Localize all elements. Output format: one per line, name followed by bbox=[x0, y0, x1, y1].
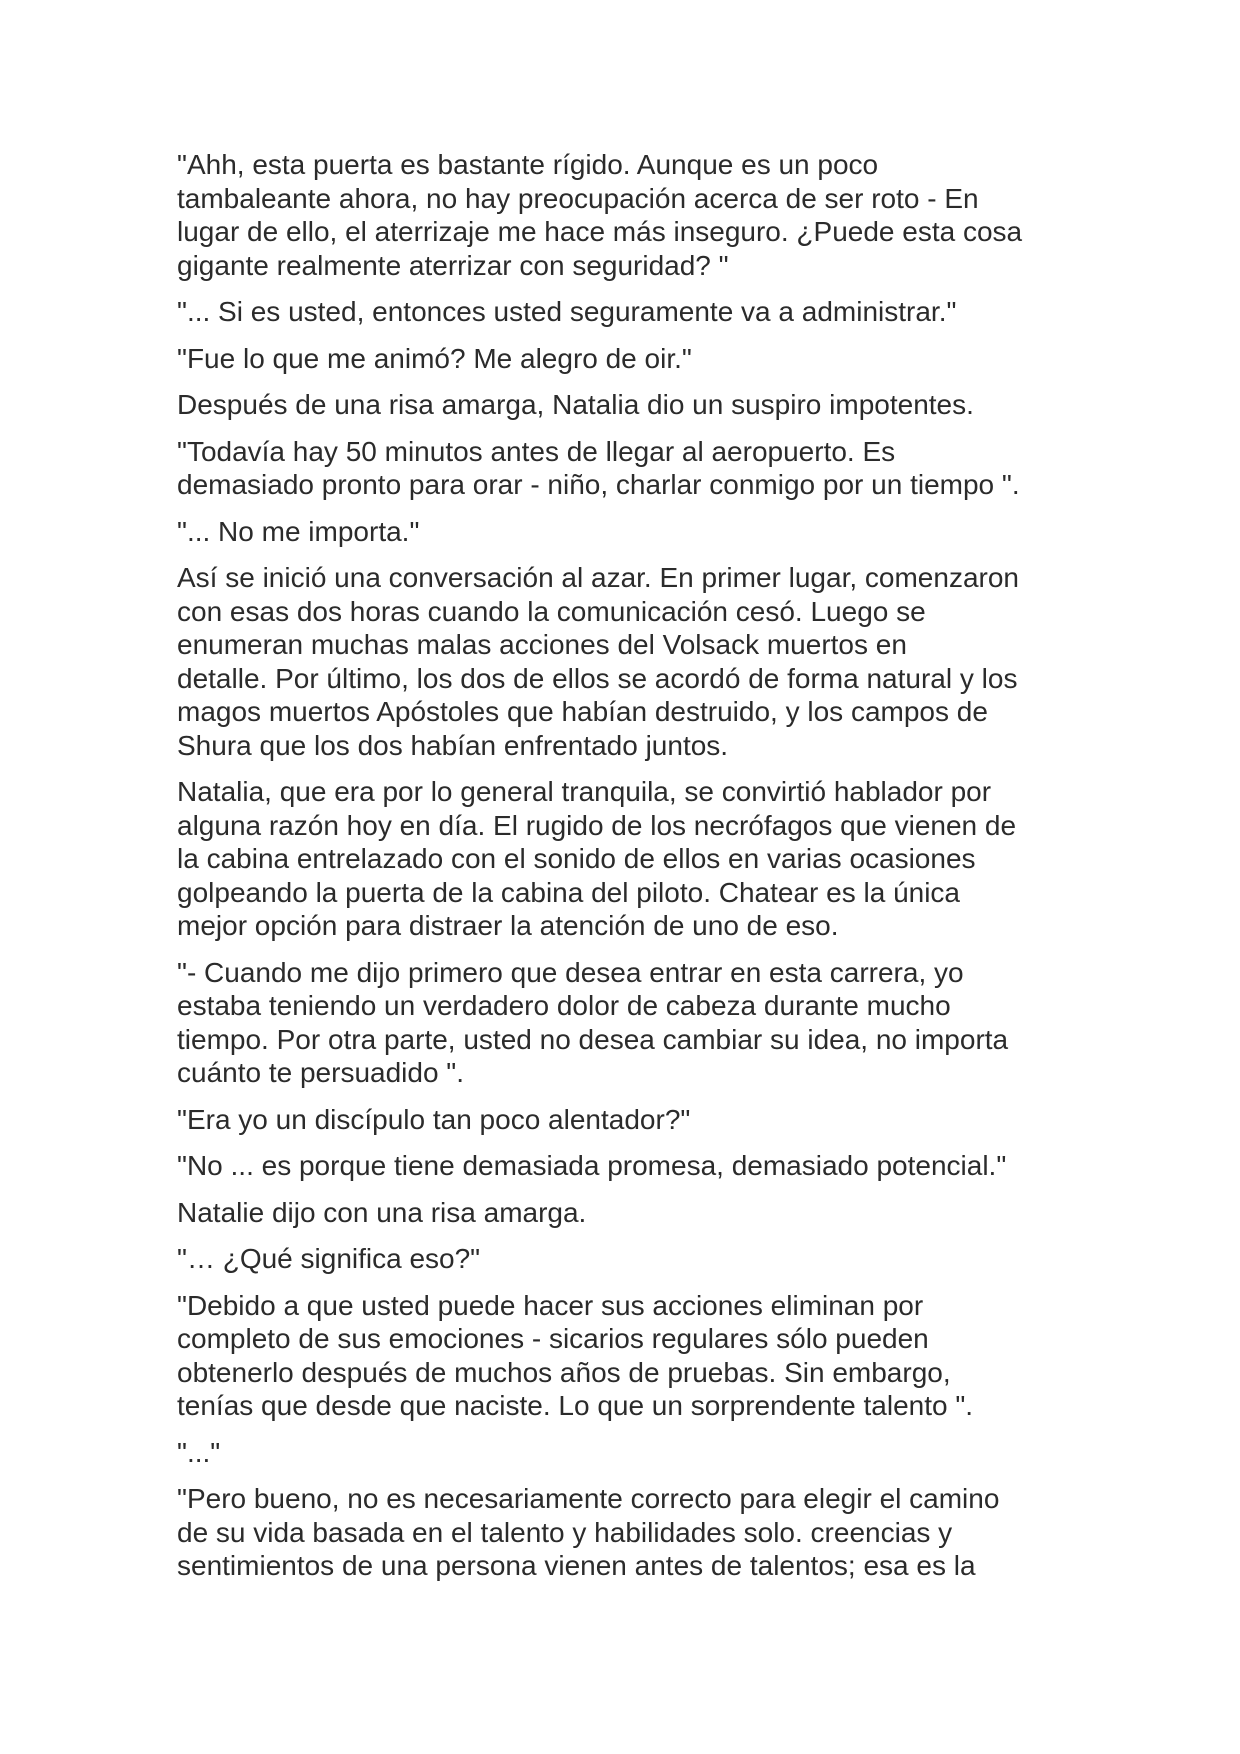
text-line: detalle. Por último, los dos de ellos se acordó de forma natural y los bbox=[177, 662, 1018, 694]
text-line: estaba teniendo un verdadero dolor de cabeza durante mucho bbox=[177, 990, 951, 1021]
paragraph bbox=[177, 1103, 1077, 1137]
text-line: magos muertos Apóstoles que habían destruido, y los campos de bbox=[177, 696, 988, 727]
paragraph bbox=[177, 295, 1077, 329]
paragraph bbox=[177, 1482, 1077, 1583]
text-line: Shura que los dos habían enfrentado juntos. bbox=[177, 729, 729, 761]
text-line: "... Si es usted, entonces usted seguramente va a administrar." bbox=[177, 296, 957, 327]
paragraph bbox=[177, 1242, 1077, 1276]
text-line: "Todavía hay 50 minutos antes de llegar al aeropuerto. Es bbox=[177, 435, 896, 467]
text-line: con esas dos horas cuando la comunicación cesó. Luego se bbox=[177, 595, 926, 627]
text-line: "No ... es porque tiene demasiada promesa, demasiado potencial." bbox=[177, 1150, 1007, 1181]
text-line: "Era yo un discípulo tan poco alentador?" bbox=[177, 1103, 691, 1135]
paragraph bbox=[177, 1196, 1077, 1230]
text-line: Natalie dijo con una risa amarga. bbox=[177, 1196, 587, 1228]
text-line: lugar de ello, el aterrizaje me hace más inseguro. ¿Puede esta cosa bbox=[177, 216, 1023, 247]
text-line: enumeran muchas malas acciones del Volsack muertos en bbox=[177, 629, 907, 660]
text-line: tambaleante ahora, no hay preocupación acerca de ser roto - En bbox=[177, 182, 979, 214]
paragraph bbox=[177, 515, 1077, 549]
text-line: de su vida basada en el talento y habilidades solo. creencias y bbox=[177, 1516, 953, 1548]
text-line: "Debido a que usted puede hacer sus acciones eliminan por bbox=[177, 1289, 924, 1321]
text-line: tiempo. Por otra parte, usted no desea cambiar su idea, no importa bbox=[177, 1023, 1009, 1055]
paragraph bbox=[177, 148, 1077, 282]
text-line: sentimientos de una persona vienen antes de talentos; esa es la bbox=[177, 1550, 976, 1581]
document-body bbox=[177, 148, 1077, 1596]
paragraph bbox=[177, 775, 1077, 943]
text-line: demasiado pronto para orar - niño, charlar conmigo por un tiempo ". bbox=[177, 469, 1020, 500]
text-line: "… ¿Qué significa eso?" bbox=[177, 1243, 481, 1274]
paragraph bbox=[177, 956, 1077, 1090]
text-line: golpeando la puerta de la cabina del piloto. Chatear es la única bbox=[177, 876, 961, 908]
text-line: "- Cuando me dijo primero que desea entrar en esta carrera, yo bbox=[177, 956, 964, 988]
text-line: gigante realmente aterrizar con seguridad? " bbox=[177, 249, 729, 281]
text-line: Así se inició una conversación al azar. En primer lugar, comenzaron bbox=[177, 562, 1019, 593]
text-line: obtenerlo después de muchos años de pruebas. Sin embargo, bbox=[177, 1356, 951, 1388]
paragraph bbox=[177, 435, 1077, 502]
text-line: Natalia, que era por lo general tranquila, se convirtió hablador por bbox=[177, 776, 992, 807]
text-line: la cabina entrelazado con el sonido de ellos en varias ocasiones bbox=[177, 843, 976, 874]
text-line: "... No me importa." bbox=[177, 515, 420, 547]
paragraph bbox=[177, 1436, 1077, 1470]
text-line: tenías que desde que naciste. Lo que un sorprendente talento ". bbox=[177, 1390, 974, 1421]
text-line: "Ahh, esta puerta es bastante rígido. Aunque es un poco bbox=[177, 149, 879, 180]
paragraph bbox=[177, 561, 1077, 762]
text-line: Después de una risa amarga, Natalia dio un suspiro impotentes. bbox=[177, 389, 974, 420]
text-line: completo de sus emociones - sicarios regulares sólo pueden bbox=[177, 1323, 929, 1354]
text-line: alguna razón hoy en día. El rugido de los necrófagos que vienen de bbox=[177, 809, 1017, 841]
paragraph bbox=[177, 1289, 1077, 1423]
paragraph bbox=[177, 388, 1077, 422]
text-line: "Pero bueno, no es necesariamente correcto para elegir el camino bbox=[177, 1483, 1000, 1514]
text-line: "Fue lo que me animó? Me alegro de oir." bbox=[177, 342, 692, 374]
paragraph bbox=[177, 1149, 1077, 1183]
text-line: "..." bbox=[177, 1436, 221, 1468]
text-line: mejor opción para distraer la atención de uno de eso. bbox=[177, 910, 839, 941]
text-line: cuánto te persuadido ". bbox=[177, 1057, 465, 1088]
paragraph bbox=[177, 342, 1077, 376]
